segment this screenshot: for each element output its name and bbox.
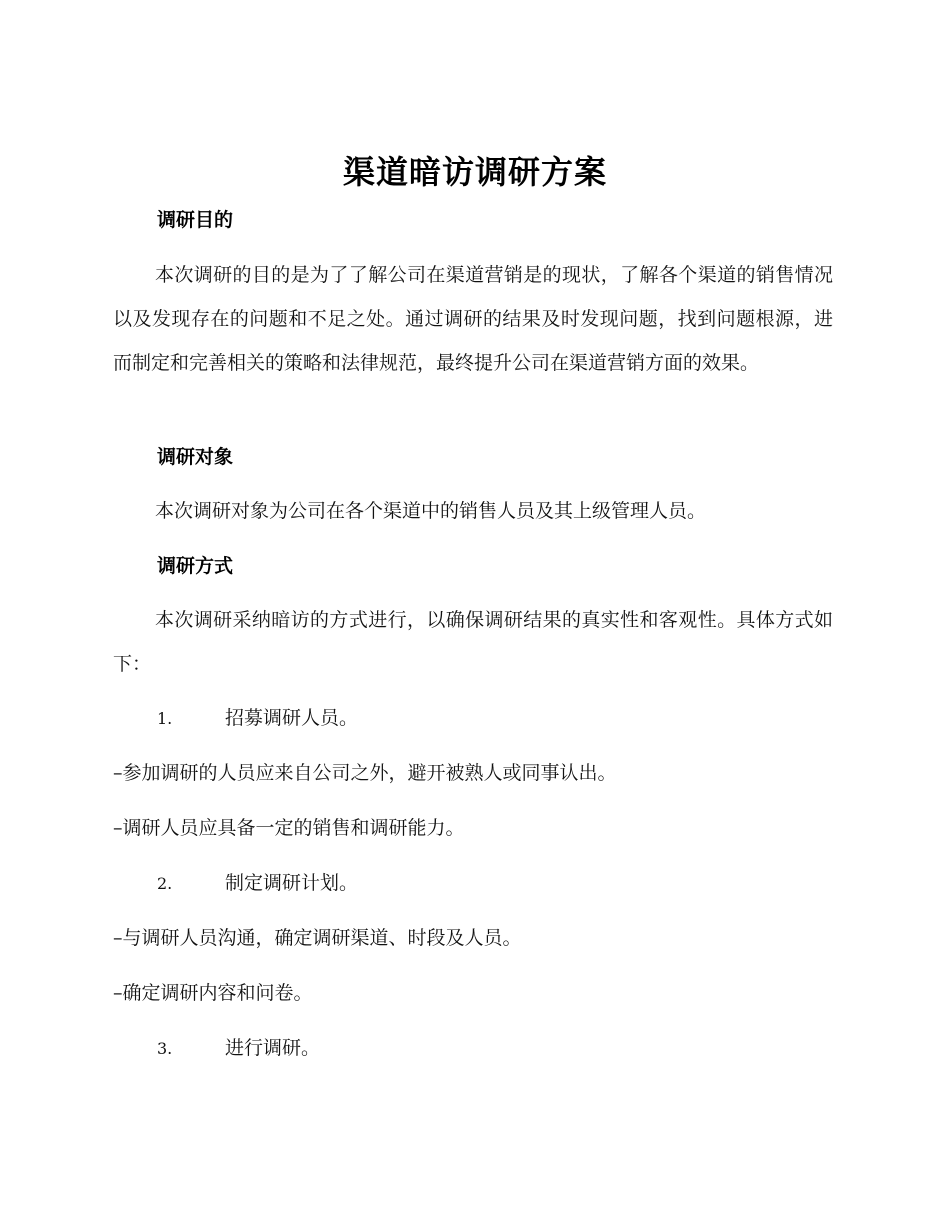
list-text: 制定调研计划。 [225, 872, 359, 894]
list-detail: –确定调研内容和问卷。 [113, 982, 313, 1004]
section-paragraph-target: 本次调研对象为公司在各个渠道中的销售人员及其上级管理人员。 [155, 500, 707, 522]
section-paragraph-purpose: 本次调研的目的是为了了解公司在渠道营销是的现状，了解各个渠道的销售情况以及发现存在的问题和不足之处。通过调研的结果及时发现问题，找到问题根源，进而制定和完善相关的策略和法律规范，最终提升公司在渠道营销方面的效果。 [113, 264, 833, 374]
list-number: 3. [157, 1039, 173, 1058]
list-detail: –参加调研的人员应来自公司之外，避开被熟人或同事认出。 [113, 762, 617, 784]
list-item [157, 869, 358, 898]
section-paragraph-method: 本次调研采纳暗访的方式进行，以确保调研结果的真实性和客观性。具体方式如下： [113, 609, 833, 675]
section-heading-method: 调研方式 [157, 555, 234, 577]
list-detail: –与调研人员沟通，确定调研渠道、时段及人员。 [113, 927, 522, 949]
list-item [157, 1034, 320, 1063]
list-text: 招募调研人员。 [225, 707, 359, 729]
section-heading-purpose: 调研目的 [157, 209, 234, 231]
section-heading-target: 调研对象 [157, 446, 234, 468]
list-text: 进行调研。 [225, 1037, 321, 1059]
list-item [157, 704, 358, 733]
list-detail: –调研人员应具备一定的销售和调研能力。 [113, 817, 465, 839]
list-number: 2. [157, 874, 173, 893]
document-title: 渠道暗访调研方案 [342, 153, 607, 191]
list-number: 1. [157, 709, 173, 728]
